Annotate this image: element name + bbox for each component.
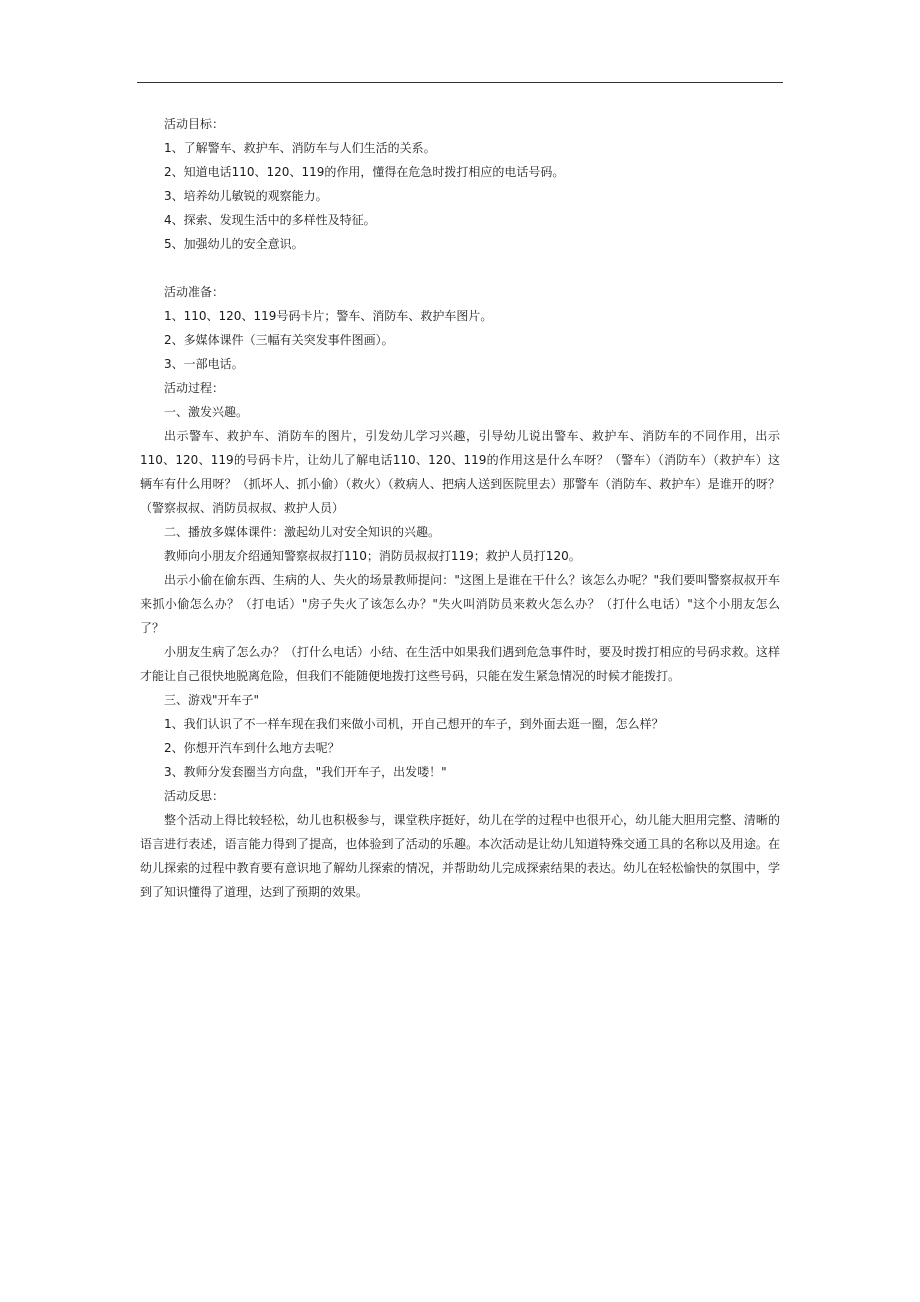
step2-line: 教师向小朋友介绍通知警察叔叔打110；消防员叔叔打119；救护人员打120。 (164, 549, 581, 563)
goal-item: 1、了解警车、救护车、消防车与人们生活的关系。 (164, 141, 436, 155)
step3-item: 1、我们认识了不一样车现在我们来做小司机，开自己想开的车子，到外面去逛一圈，怎么样？ (164, 717, 664, 731)
goal-item: 4、探索、发现生活中的多样性及特征。 (164, 213, 376, 227)
step3-title: 三、游戏"开车子" (164, 693, 260, 707)
step3-item: 3、教师分发套圈当方向盘，"我们开车子，出发喽！" (164, 765, 447, 779)
step2-title: 二、播放多媒体课件：激起幼儿对安全知识的兴趣。 (164, 525, 441, 539)
prep-item: 1、110、120、119号码卡片；警车、消防车、救护车图片。 (164, 309, 493, 323)
goal-item: 5、加强幼儿的安全意识。 (164, 237, 304, 251)
process-heading: 活动过程： (164, 381, 225, 395)
section-spacer (140, 256, 780, 280)
step3-item: 2、你想开汽车到什么地方去呢？ (164, 741, 340, 755)
document-body (140, 112, 780, 904)
step1-paragraph: 出示警车、救护车、消防车的图片，引发幼儿学习兴趣，引导幼儿说出警车、救护车、消防车的不同作用，出示110、120、119的号码卡片，让幼儿了解电话110、120、119的作用这是什么车呀？（警车）（消防车）（救护车）这辆车有什么用呀？（抓坏人、抓小偷）（救火）（救病人、把病人送到医院里去）那警车（消防车、救护车）是谁开的呀？（警察叔叔、消防员叔叔、救护人员） (140, 429, 780, 515)
prep-item: 2、多媒体课件（三幅有关突发事件图画）。 (164, 333, 394, 347)
step1-title: 一、激发兴趣。 (164, 405, 249, 419)
step2-paragraph: 出示小偷在偷东西、生病的人、失火的场景教师提问："这图上是谁在干什么？该怎么办呢？"我们要叫警察叔叔开车来抓小偷怎么办？（打电话）"房子失火了该怎么办？"失火叫消防员来救火怎么办？（打什么电话）"这个小朋友怎么了？ (140, 573, 780, 635)
goal-item: 2、知道电话110、120、119的作用，懂得在危急时拨打相应的电话号码。 (164, 165, 565, 179)
step2-summary-paragraph: 小朋友生病了怎么办？（打什么电话）小结、在生活中如果我们遇到危急事件时，要及时拨打相应的号码求救。这样才能让自己很快地脱离危险，但我们不能随便地拨打这些号码，只能在发生紧急情况的时候才能拨打。 (140, 645, 780, 683)
reflection-paragraph: 整个活动上得比较轻松，幼儿也积极参与，课堂秩序挺好，幼儿在学的过程中也很开心，幼儿能大胆用完整、清晰的语言进行表述，语言能力得到了提高，也体验到了活动的乐趣。本次活动是让幼儿知道特殊交通工具的名称以及用途。在幼儿探索的过程中教育要有意识地了解幼儿探索的情况，并帮助幼儿完成探索结果的表达。幼儿在轻松愉快的氛围中，学到了知识懂得了道理，达到了预期的效果。 (140, 813, 780, 899)
header-rule (137, 82, 783, 83)
reflection-heading: 活动反思： (164, 789, 225, 803)
goal-item: 3、培养幼儿敏锐的观察能力。 (164, 189, 328, 203)
prep-item: 3、一部电话。 (164, 357, 244, 371)
prep-heading: 活动准备： (164, 285, 225, 299)
goals-heading: 活动目标： (164, 117, 225, 131)
